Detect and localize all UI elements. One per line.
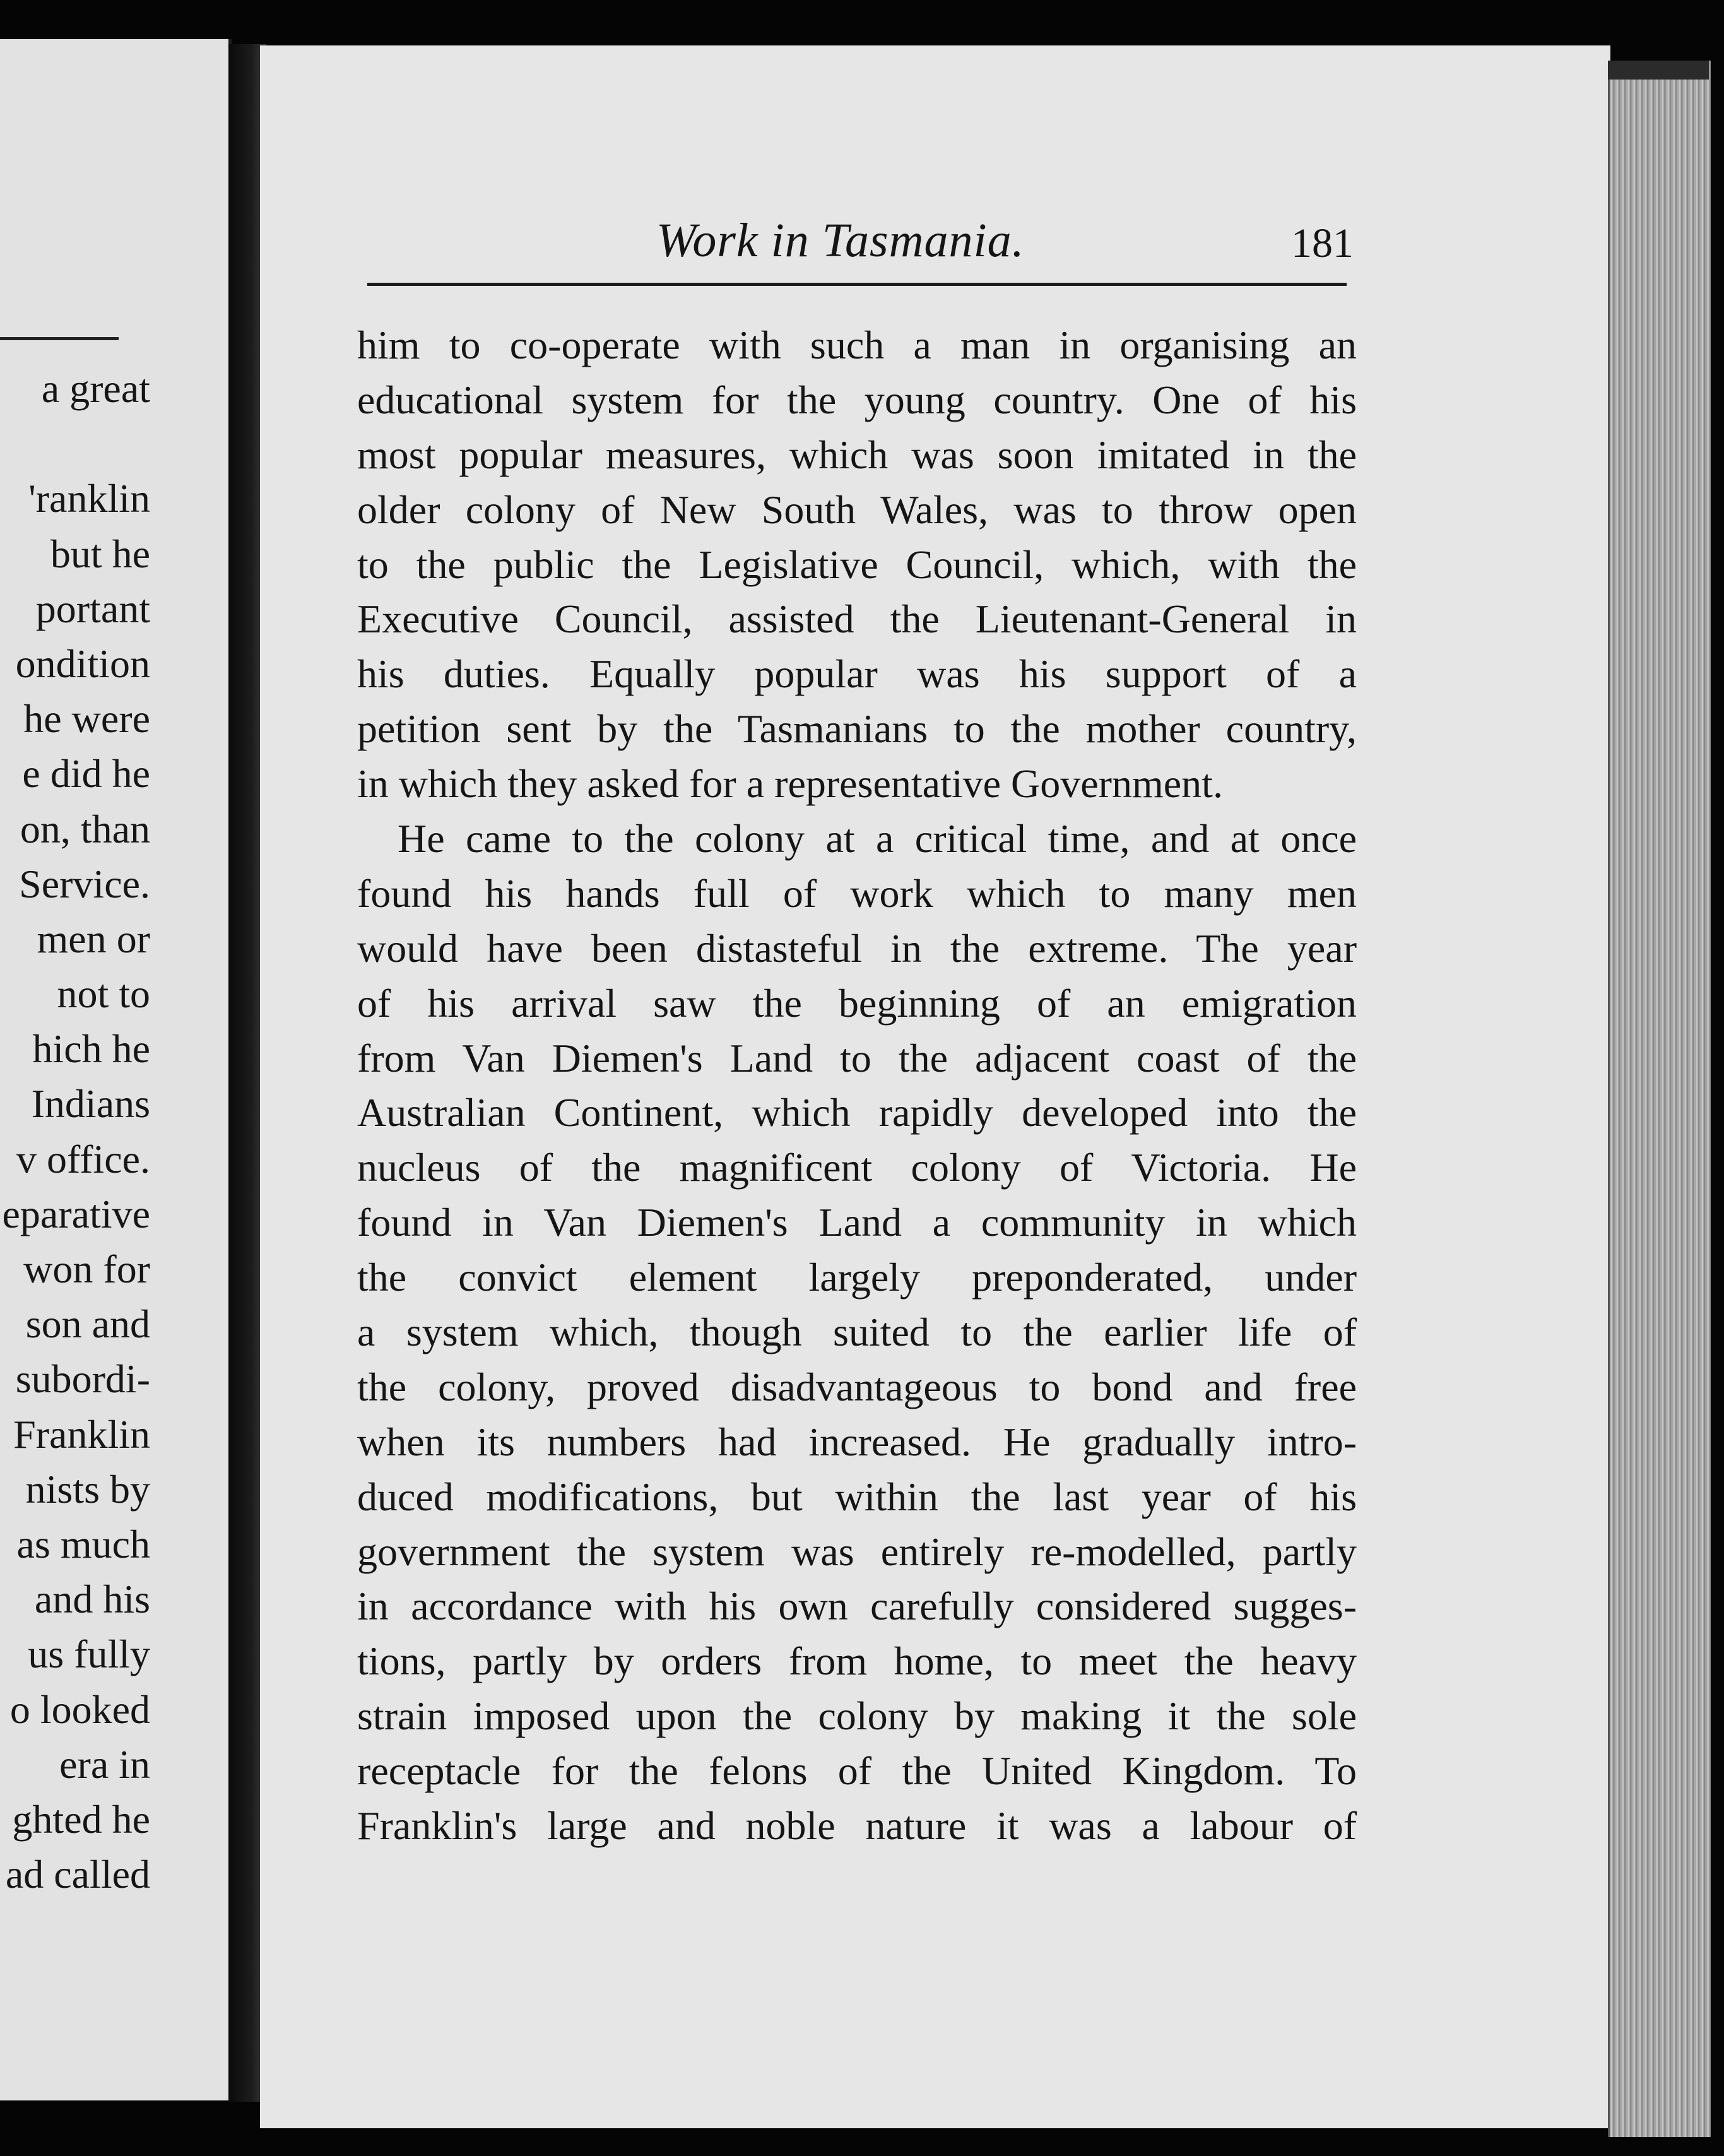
text-line: tions, partly by orders from home, to meet the heavy [357, 1638, 1357, 1684]
left-line: Service. [19, 861, 150, 906]
body-text [357, 318, 1357, 1854]
text-line: found his hands full of work which to many men [357, 870, 1357, 916]
left-line: o looked [9, 1686, 150, 1732]
text-line: older colony of New South Wales, was to throw open [357, 487, 1357, 532]
left-line: son and [25, 1301, 150, 1347]
page-block-edge-top [1608, 61, 1709, 80]
left-line: nists by [25, 1466, 150, 1512]
text-line: receptacle for the felons of the United Kingdom. To [357, 1748, 1357, 1794]
left-page-text [0, 361, 150, 1902]
left-line: us fully [28, 1632, 150, 1677]
text-line: when its numbers had increased. He gradually intro- [357, 1419, 1357, 1464]
text-line: to the public the Legislative Council, which, with the [357, 542, 1357, 587]
left-line: he were [23, 696, 150, 742]
running-head: Work in Tasmania. [656, 214, 1025, 267]
left-line: but he [50, 531, 150, 576]
text-line: in which they asked for a representative Government. [357, 761, 1223, 807]
page-block-edge [1608, 61, 1711, 2137]
text-line: from Van Diemen's Land to the adjacent coast of the [357, 1035, 1357, 1081]
text-line: Australian Continent, which rapidly developed into the [357, 1090, 1357, 1135]
text-line: the colony, proved disadvantageous to bond and free [357, 1364, 1357, 1409]
left-line: won for [23, 1247, 150, 1291]
text-line: nucleus of the magnificent colony of Victoria. He [357, 1145, 1357, 1190]
text-line: found in Van Diemen's Land a community in which [357, 1200, 1357, 1245]
text-line: educational system for the young country. One of his [357, 377, 1357, 422]
text-line: him to co-operate with such a man in organising an [357, 323, 1357, 367]
header-rule [367, 283, 1347, 286]
left-line: a great [41, 366, 150, 411]
left-line: era in [59, 1741, 150, 1787]
text-line: Executive Council, assisted the Lieutenant-General in [357, 596, 1357, 642]
text-line: duced modifications, but within the last year of his [357, 1474, 1357, 1519]
left-line: on, than [20, 806, 150, 851]
left-line: Franklin [13, 1411, 150, 1457]
left-line: ghted he [12, 1796, 150, 1842]
left-line: ad called [5, 1852, 150, 1897]
left-line [0, 416, 150, 471]
left-line: Indians [31, 1081, 150, 1127]
left-line: subordi- [15, 1356, 150, 1402]
text-line: his duties. Equally popular was his support of a [357, 651, 1357, 697]
left-line: eparative [2, 1191, 150, 1236]
left-line: not to [57, 971, 150, 1017]
text-line: most popular measures, which was soon imitated in the [357, 432, 1357, 477]
left-line: e did he [22, 751, 150, 797]
text-line: a system which, though suited to the earlier life of [357, 1310, 1357, 1355]
left-line: portant [35, 586, 150, 631]
left-line: ondition [15, 641, 150, 686]
text-line: the convict element largely preponderated, under [357, 1255, 1357, 1300]
left-page-rule [0, 337, 119, 340]
text-line: petition sent by the Tasmanians to the mother country, [357, 706, 1357, 752]
left-page [0, 39, 232, 2100]
text-line: in accordance with his own carefully considered sugges- [357, 1584, 1357, 1629]
text-line: strain imposed upon the colony by making it the sole [357, 1693, 1357, 1739]
page-number: 181 [1291, 220, 1354, 266]
left-line: as much [16, 1521, 150, 1567]
text-line: would have been distasteful in the extreme. The year [357, 925, 1357, 971]
left-line: v office. [16, 1136, 150, 1182]
left-line: and his [34, 1577, 150, 1622]
text-line: of his arrival saw the beginning of an emigration [357, 980, 1357, 1026]
text-line: government the system was entirely re-modelled, partly [357, 1529, 1357, 1574]
left-line: men or [37, 916, 150, 961]
left-line: hich he [32, 1026, 150, 1072]
text-line: He came to the colony at a critical time, and at once [398, 816, 1357, 862]
left-line: 'ranklin [28, 476, 150, 521]
text-line: Franklin's large and noble nature it was a labour of [357, 1803, 1357, 1849]
